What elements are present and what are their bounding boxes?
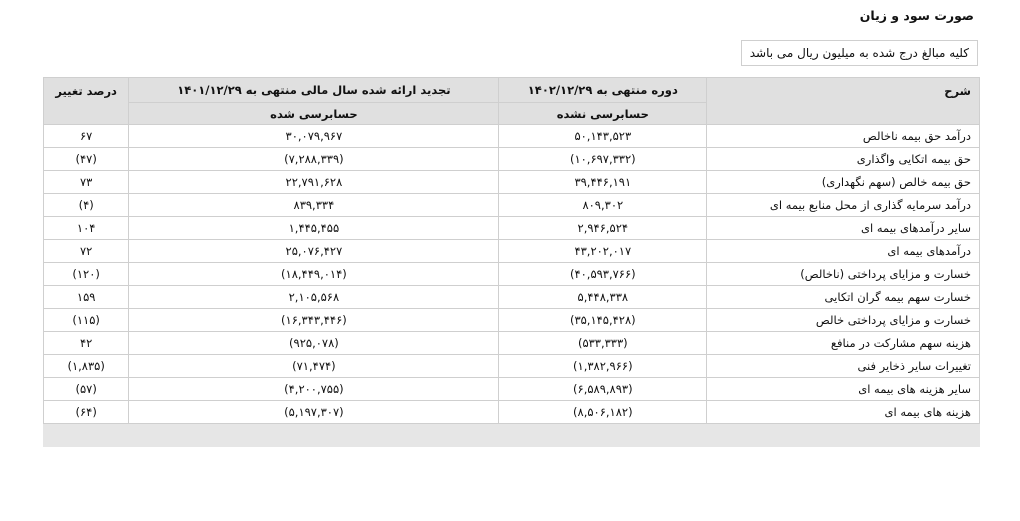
cell-prior: ۱,۴۴۵,۴۵۵ bbox=[129, 217, 499, 240]
cell-current: (۶,۵۸۹,۸۹۳) bbox=[499, 378, 707, 401]
units-note: کلیه مبالغ درج شده به میلیون ریال می باشد bbox=[741, 40, 978, 66]
cell-change: ۷۳ bbox=[44, 171, 129, 194]
row-label: سایر هزینه های بیمه ای bbox=[707, 378, 980, 401]
header-prior-status: حسابرسی شده bbox=[129, 103, 499, 125]
cell-current: ۵,۴۴۸,۳۳۸ bbox=[499, 286, 707, 309]
cell-prior: (۷,۲۸۸,۳۳۹) bbox=[129, 148, 499, 171]
cell-current: (۳۵,۱۴۵,۴۲۸) bbox=[499, 309, 707, 332]
cell-prior: (۴,۲۰۰,۷۵۵) bbox=[129, 378, 499, 401]
row-label: هزینه سهم مشارکت در منافع bbox=[707, 332, 980, 355]
footer-cell bbox=[129, 424, 499, 447]
table-row bbox=[44, 171, 980, 194]
cell-change: (۴) bbox=[44, 194, 129, 217]
cell-prior: (۵,۱۹۷,۳۰۷) bbox=[129, 401, 499, 424]
income-statement-table bbox=[43, 77, 980, 447]
cell-change: ۱۵۹ bbox=[44, 286, 129, 309]
table-row bbox=[44, 332, 980, 355]
table-row bbox=[44, 125, 980, 148]
header-period-current: دوره منتهی به ۱۴۰۲/۱۲/۲۹ bbox=[499, 78, 707, 103]
footer-cell bbox=[44, 424, 129, 447]
table-row bbox=[44, 355, 980, 378]
cell-change: (۱,۸۳۵) bbox=[44, 355, 129, 378]
header-description: شرح bbox=[707, 78, 980, 125]
cell-current: ۲,۹۴۶,۵۲۴ bbox=[499, 217, 707, 240]
table-row bbox=[44, 148, 980, 171]
cell-prior: ۲,۱۰۵,۵۶۸ bbox=[129, 286, 499, 309]
cell-change: (۶۴) bbox=[44, 401, 129, 424]
cell-current: (۴۰,۵۹۳,۷۶۶) bbox=[499, 263, 707, 286]
cell-change: (۴۷) bbox=[44, 148, 129, 171]
row-label: هزینه های بیمه ای bbox=[707, 401, 980, 424]
cell-current: ۳۹,۴۴۶,۱۹۱ bbox=[499, 171, 707, 194]
row-label: درآمدهای بیمه ای bbox=[707, 240, 980, 263]
cell-current: (۵۳۳,۳۳۳) bbox=[499, 332, 707, 355]
table-row bbox=[44, 263, 980, 286]
header-change-pct: درصد تغییر bbox=[44, 78, 129, 125]
table-row bbox=[44, 309, 980, 332]
table-row bbox=[44, 378, 980, 401]
table-row bbox=[44, 286, 980, 309]
cell-current: (۱,۳۸۲,۹۶۶) bbox=[499, 355, 707, 378]
cell-change: ۴۲ bbox=[44, 332, 129, 355]
table-row bbox=[44, 217, 980, 240]
row-label: سایر درآمدهای بیمه ای bbox=[707, 217, 980, 240]
cell-change: (۱۲۰) bbox=[44, 263, 129, 286]
header-current-status: حسابرسی نشده bbox=[499, 103, 707, 125]
footer-cell bbox=[499, 424, 707, 447]
cell-prior: (۷۱,۴۷۴) bbox=[129, 355, 499, 378]
cell-change: (۵۷) bbox=[44, 378, 129, 401]
row-label: تغییرات سایر ذخایر فنی bbox=[707, 355, 980, 378]
cell-current: (۱۰,۶۹۷,۳۳۲) bbox=[499, 148, 707, 171]
row-label: حق بیمه خالص (سهم نگهداری) bbox=[707, 171, 980, 194]
cell-change: ۷۲ bbox=[44, 240, 129, 263]
row-label: خسارت و مزایای پرداختی (ناخالص) bbox=[707, 263, 980, 286]
footer-cell bbox=[707, 424, 980, 447]
cell-prior: (۱۸,۴۴۹,۰۱۴) bbox=[129, 263, 499, 286]
header-period-prior: تجدید ارائه شده سال مالی منتهی به ۱۴۰۱/۱۲/۲۹ bbox=[129, 78, 499, 103]
row-label: درآمد حق بیمه ناخالص bbox=[707, 125, 980, 148]
header-row bbox=[44, 78, 980, 103]
cell-prior: (۹۲۵,۰۷۸) bbox=[129, 332, 499, 355]
cell-change: (۱۱۵) bbox=[44, 309, 129, 332]
page-title: صورت سود و زیان bbox=[859, 8, 974, 23]
cell-prior: ۸۳۹,۳۳۴ bbox=[129, 194, 499, 217]
cell-current: ۵۰,۱۴۳,۵۲۳ bbox=[499, 125, 707, 148]
row-label: خسارت و مزایای پرداختی خالص bbox=[707, 309, 980, 332]
row-label: درآمد سرمایه گذاری از محل منابع بیمه ای bbox=[707, 194, 980, 217]
cell-current: ۴۳,۲۰۲,۰۱۷ bbox=[499, 240, 707, 263]
cell-prior: ۳۰,۰۷۹,۹۶۷ bbox=[129, 125, 499, 148]
table-row bbox=[44, 240, 980, 263]
cell-prior: (۱۶,۳۴۳,۴۴۶) bbox=[129, 309, 499, 332]
cell-change: ۱۰۴ bbox=[44, 217, 129, 240]
cell-prior: ۲۲,۷۹۱,۶۲۸ bbox=[129, 171, 499, 194]
cell-change: ۶۷ bbox=[44, 125, 129, 148]
table-footer bbox=[44, 424, 980, 447]
row-label: حق بیمه اتکایی واگذاری bbox=[707, 148, 980, 171]
cell-current: (۸,۵۰۶,۱۸۲) bbox=[499, 401, 707, 424]
cell-prior: ۲۵,۰۷۶,۴۲۷ bbox=[129, 240, 499, 263]
table-row bbox=[44, 401, 980, 424]
cell-current: ۸۰۹,۳۰۲ bbox=[499, 194, 707, 217]
table-row bbox=[44, 194, 980, 217]
row-label: خسارت سهم بیمه گران اتکایی bbox=[707, 286, 980, 309]
